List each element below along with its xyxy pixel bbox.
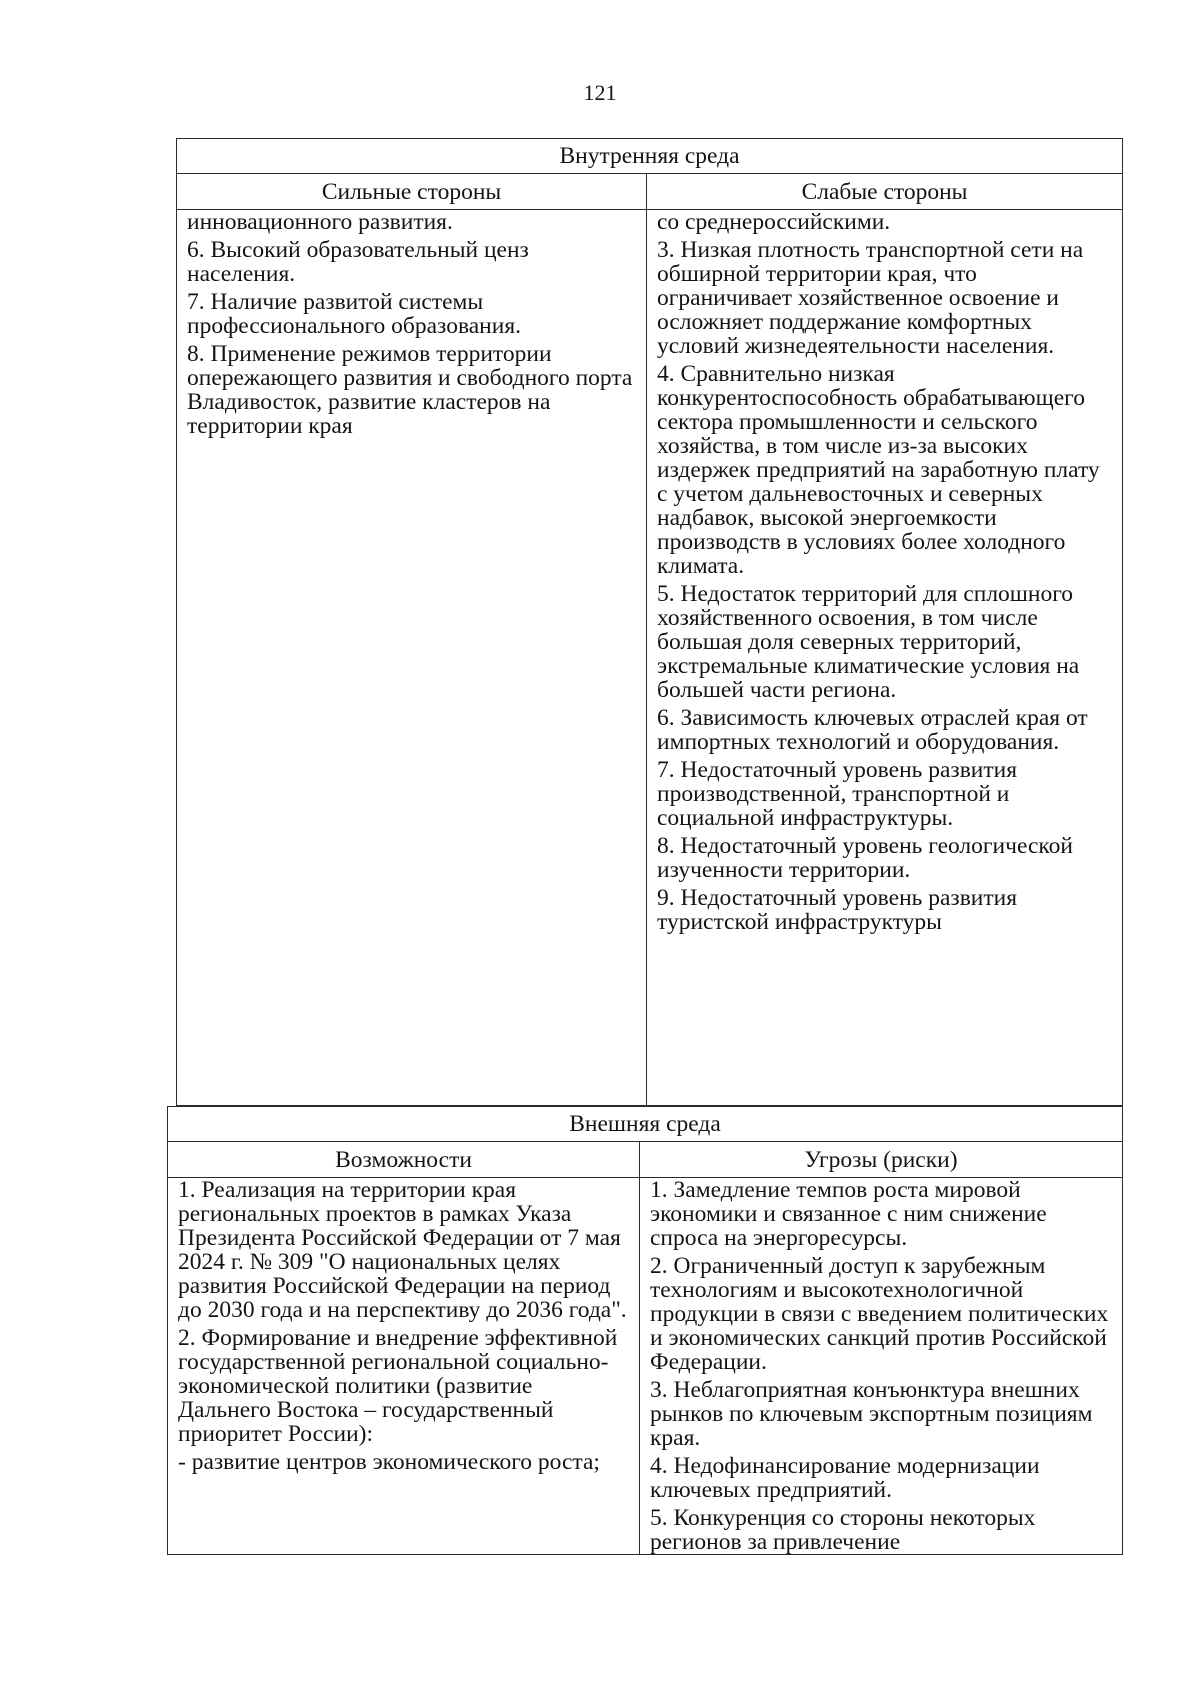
threat-item: 4. Недофинансирование модернизации ключевых предприятий. [650,1453,1040,1503]
strength-item: инновационного развития. [187,209,453,235]
threat-item: 1. Замедление темпов роста мировой экономики и связанное с ним снижение спроса на энергоресурсы. [650,1177,1047,1251]
opportunity-item: - развитие центров экономического роста; [178,1449,600,1475]
threat-item: 3. Неблагоприятная конъюнктура внешних рынков по ключевым экспортным позициям края. [650,1377,1093,1451]
threat-item: 2. Ограниченный доступ к зарубежным технологиям и высокотехнологичной продукции в связи с введением политических и экономических санкций против Российской Федерации. [650,1253,1109,1375]
internal-environment-table [176,138,1123,1106]
opportunities-header: Возможности [168,1142,640,1178]
strengths-cell [177,210,647,1106]
weakness-item: 5. Недостаток территорий для сплошного хозяйственного освоения, в том числе большая доля северных территорий, экстремальные климатические условия на большей части региона. [657,581,1080,703]
threats-header: Угрозы (риски) [640,1142,1123,1178]
weaknesses-cell [647,210,1123,1106]
weakness-item: со среднероссийскими. [657,209,891,235]
internal-environment-title: Внутренняя среда [177,139,1123,174]
weakness-item: 8. Недостаточный уровень геологической изученности территории. [657,833,1073,883]
weakness-item: 3. Низкая плотность транспортной сети на обширной территории края, что ограничивает хозяйственное освоение и осложняет поддержание комфортных условий жизнедеятельности населения. [657,237,1084,359]
threats-cell [640,1178,1123,1555]
weaknesses-header: Слабые стороны [647,174,1123,210]
external-environment-title: Внешняя среда [168,1107,1123,1142]
strength-item: 7. Наличие развитой системы профессионального образования. [187,289,522,339]
threat-item: 5. Конкуренция со стороны некоторых регионов за привлечение [650,1505,1036,1555]
external-environment-table [167,1106,1123,1555]
weakness-item: 9. Недостаточный уровень развития туристской инфраструктуры [657,885,1018,935]
page-number: 121 [583,80,617,105]
strength-item: 6. Высокий образовательный ценз населения. [187,237,529,287]
weakness-item: 6. Зависимость ключевых отраслей края от импортных технологий и оборудования. [657,705,1088,755]
weakness-item: 4. Сравнительно низкая конкурентоспособность обрабатывающего сектора промышленности и сельского хозяйства, в том числе из-за высоких издержек предприятий на заработную плату с учетом дальневосточных и северных надбавок, высокой энергоемкости производств в условиях более холодного климата. [657,361,1100,579]
strengths-header: Сильные стороны [177,174,647,210]
opportunity-item: 1. Реализация на территории края региональных проектов в рамках Указа Президента Российской Федерации от 7 мая 2024 г. № 309 "О национальных целях развития Российской Федерации на период до 2030 года и на перспективу до 2036 года". [178,1177,627,1323]
opportunity-item: 2. Формирование и внедрение эффективной государственной региональной социально-экономической политики (развитие Дальнего Востока – государственный приоритет России): [178,1325,618,1447]
weakness-item: 7. Недостаточный уровень развития производственной, транспортной и социальной инфраструктуры. [657,757,1018,831]
opportunities-cell [168,1178,640,1555]
strength-item: 8. Применение режимов территории опережающего развития и свободного порта Владивосток, развитие кластеров на территории края [187,341,633,439]
